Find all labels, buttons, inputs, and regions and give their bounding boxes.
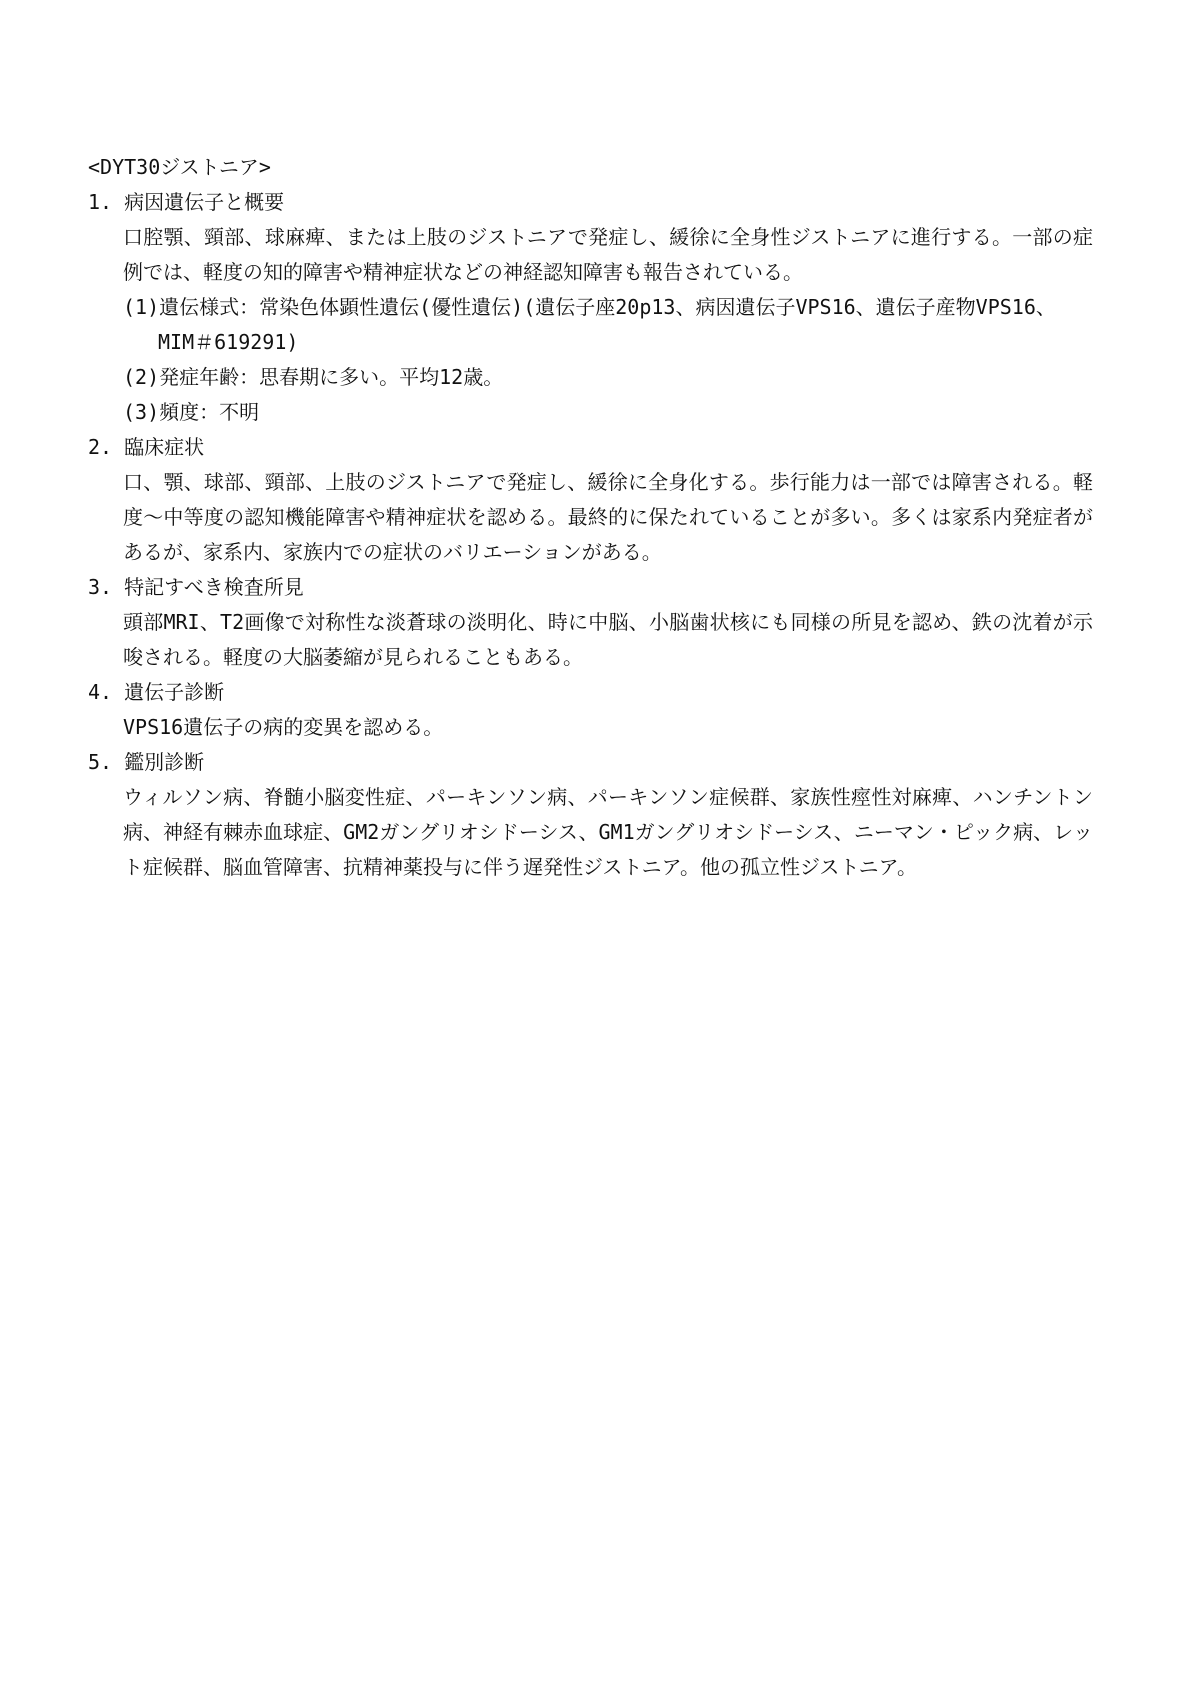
list-item-onset-age [123, 360, 1093, 395]
section-body-differential [88, 780, 1093, 885]
document-title: <DYT30ジストニア> [88, 155, 271, 179]
paragraph-differential: ウィルソン病、脊髄小脳変性症、パーキンソン病、パーキンソン症候群、家族性痙性対麻痺、ハンチントン病、神経有棘赤血球症、GM2ガングリオシドーシス、GM1ガングリオシドーシス、ニーマン・ピック病、レット症候群、脳血管障害、抗精神薬投与に伴う遅発性ジストニア。他の孤立性ジストニア。 [123, 785, 1093, 879]
section-heading-etiology: 1. 病因遺伝子と概要 [88, 190, 285, 214]
section-body-etiology [88, 220, 1093, 430]
section-heading-differential: 5. 鑑別診断 [88, 750, 205, 774]
list-item-inheritance-line2: MIM＃619291) [158, 330, 299, 354]
list-item-frequency [123, 395, 1093, 430]
document-page [88, 150, 1093, 885]
paragraph-overview: 口腔顎、頸部、球麻痺、または上肢のジストニアで発症し、緩徐に全身性ジストニアに進行する。一部の症例では、軽度の知的障害や精神症状などの神経認知障害も報告されている。 [123, 225, 1093, 284]
paragraph-clinical: 口、顎、球部、頸部、上肢のジストニアで発症し、緩徐に全身化する。歩行能力は一部では障害される。軽度～中等度の認知機能障害や精神症状を認める。最終的に保たれていることが多い。多くは家系内発症者があるが、家系内、家族内での症状のバリエーションがある。 [123, 470, 1093, 564]
list-item-inheritance [123, 290, 1093, 360]
list-item-onset-age-text: (2)発症年齢：思春期に多い。平均12歳。 [123, 365, 504, 389]
section-heading-findings: 3. 特記すべき検査所見 [88, 575, 304, 599]
section-heading-clinical: 2. 臨床症状 [88, 435, 205, 459]
section-body-genetic-diagnosis [88, 710, 1093, 745]
paragraph-genetic-diagnosis: VPS16遺伝子の病的変異を認める。 [123, 715, 444, 739]
section-body-clinical [88, 465, 1093, 570]
list-item-inheritance-line1: (1)遺伝様式：常染色体顕性遺伝(優性遺伝)(遺伝子座20p13、病因遺伝子VPS16、遺伝子産物VPS16、 [123, 295, 1056, 319]
list-item-frequency-text: (3)頻度：不明 [123, 400, 260, 424]
section-heading-genetic-diagnosis: 4. 遺伝子診断 [88, 680, 225, 704]
section-body-findings [88, 605, 1093, 675]
paragraph-findings: 頭部MRI、T2画像で対称性な淡蒼球の淡明化、時に中脳、小脳歯状核にも同様の所見を認め、鉄の沈着が示唆される。軽度の大脳萎縮が見られることもある。 [123, 610, 1093, 669]
